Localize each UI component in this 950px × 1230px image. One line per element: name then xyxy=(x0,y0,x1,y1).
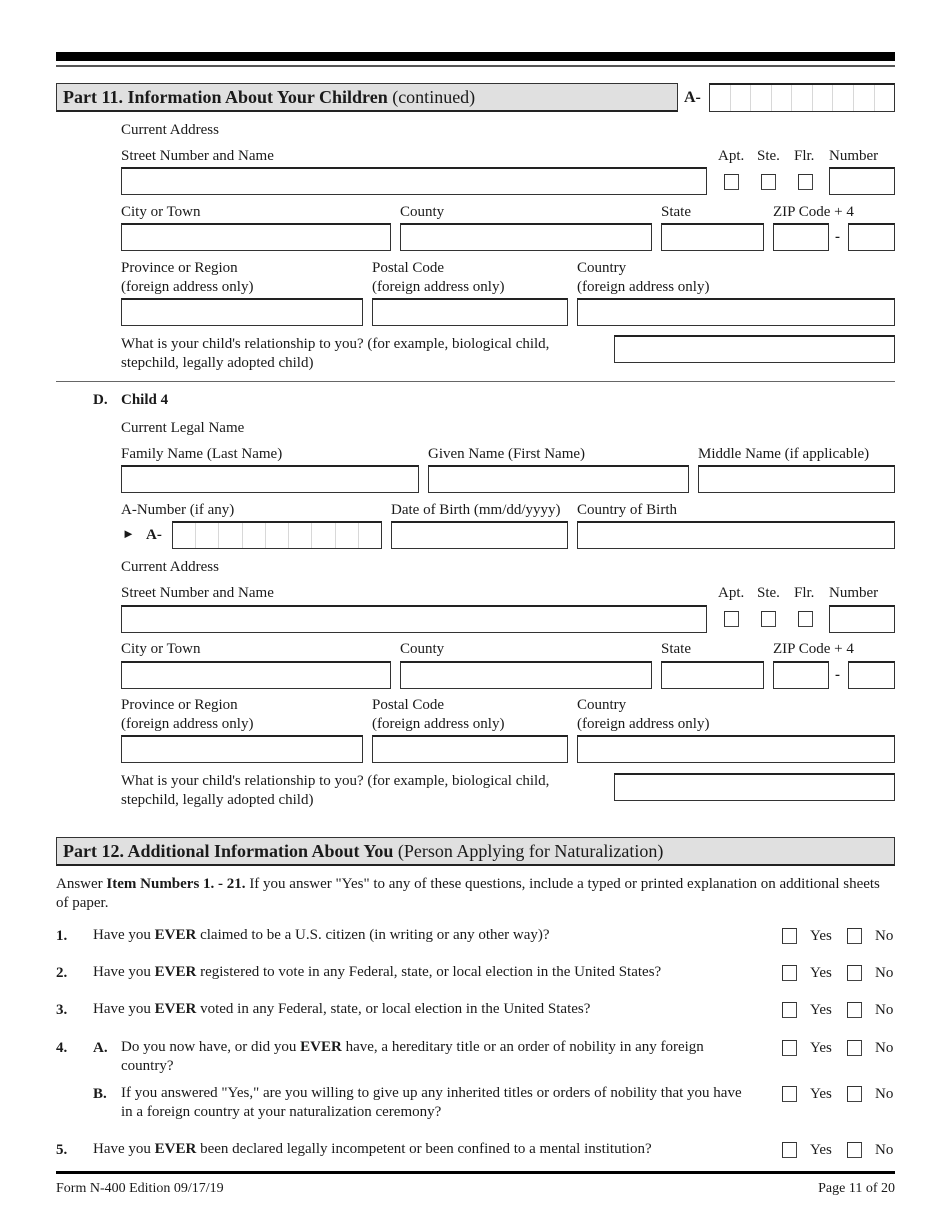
part12-instructions: Answer Item Numbers 1. - 21. If you answer "Yes" to any of these questions, include a typed or printed explanation on additional sheets of paper. xyxy=(56,876,880,911)
a-number-prefix: A- xyxy=(684,89,701,106)
child4-province-label: Province or Region xyxy=(121,697,238,713)
zip-dash: - xyxy=(835,229,840,245)
part12-title-suffix: (Person Applying for Naturalization) xyxy=(393,841,664,861)
child4-street-input[interactable] xyxy=(121,605,707,633)
street-input[interactable] xyxy=(121,167,707,195)
question-text: Have you EVER voted in any Federal, state, or local election in the United States? xyxy=(93,1001,591,1017)
flr-checkbox[interactable] xyxy=(798,174,813,190)
family-name-label: Family Name (Last Name) xyxy=(121,446,283,462)
question-text: If you answered "Yes," are you willing to give up any inherited titles or orders of nobility that you have in a foreign country at your naturalization ceremony? xyxy=(121,1085,742,1120)
q2-yes-checkbox[interactable] xyxy=(782,965,797,981)
relationship-label: What is your child's relationship to you? (for example, biological child, stepchild, legally adopted child) xyxy=(121,336,550,371)
state-input[interactable] xyxy=(661,223,764,251)
applicant-a-number-field[interactable] xyxy=(709,83,895,112)
country-label: Country xyxy=(577,260,627,276)
child4-relationship-label: What is your child's relationship to you? (for example, biological child, stepchild, legally adopted child) xyxy=(121,773,550,808)
child4-country-input[interactable] xyxy=(577,735,895,763)
footer-rule xyxy=(56,1171,895,1174)
child4-letter: D. xyxy=(93,392,108,408)
child4-unit-number-input[interactable] xyxy=(829,605,895,633)
city-label: City or Town xyxy=(121,204,201,220)
province-input[interactable] xyxy=(121,298,363,326)
apt-label: Apt. xyxy=(718,148,745,164)
middle-name-input[interactable] xyxy=(698,465,895,493)
child4-county-label: County xyxy=(400,641,445,657)
child4-postal-label: Postal Code xyxy=(372,697,445,713)
child4-state-label: State xyxy=(661,641,691,657)
top-thick-rule xyxy=(56,52,895,61)
child4-address-label: Current Address xyxy=(121,559,219,575)
part11-title: Part 11. Information About Your Children xyxy=(63,87,388,107)
child4-zip-dash: - xyxy=(835,667,840,683)
family-name-input[interactable] xyxy=(121,465,419,493)
province-label: Province or Region xyxy=(121,260,238,276)
given-name-label: Given Name (First Name) xyxy=(428,446,586,462)
question-number: 2. xyxy=(56,965,68,981)
q3-no-checkbox[interactable] xyxy=(847,1002,862,1018)
no-label: No xyxy=(875,965,894,981)
child4-state-input[interactable] xyxy=(661,661,764,689)
q3-yes-checkbox[interactable] xyxy=(782,1002,797,1018)
child4-province-input[interactable] xyxy=(121,735,363,763)
sub-question-letter: A. xyxy=(93,1040,108,1056)
q4a-yes-checkbox[interactable] xyxy=(782,1040,797,1056)
child4-city-label: City or Town xyxy=(121,641,201,657)
no-label: No xyxy=(875,1002,894,1018)
part12-title: Part 12. Additional Information About You xyxy=(63,841,394,861)
state-label: State xyxy=(661,204,691,220)
question-number: 4. xyxy=(56,1040,68,1056)
child4-city-input[interactable] xyxy=(121,661,391,689)
postal-code-input[interactable] xyxy=(372,298,568,326)
q5-yes-checkbox[interactable] xyxy=(782,1142,797,1158)
q5-no-checkbox[interactable] xyxy=(847,1142,862,1158)
legal-name-label: Current Legal Name xyxy=(121,420,245,436)
country-of-birth-input[interactable] xyxy=(577,521,895,549)
ste-label: Ste. xyxy=(757,148,780,164)
child4-number-label: Number xyxy=(829,585,879,601)
q4b-yes-checkbox[interactable] xyxy=(782,1086,797,1102)
q2-no-checkbox[interactable] xyxy=(847,965,862,981)
q1-no-checkbox[interactable] xyxy=(847,928,862,944)
apt-checkbox[interactable] xyxy=(724,174,739,190)
current-address-label: Current Address xyxy=(121,122,219,138)
no-label: No xyxy=(875,1086,894,1102)
question-text: Have you EVER been declared legally incompetent or been confined to a mental institution? xyxy=(93,1141,652,1157)
child-a-number-prefix: A- xyxy=(146,527,162,543)
county-label: County xyxy=(400,204,445,220)
page-number: Page 11 of 20 xyxy=(818,1181,895,1196)
child4-zip-input[interactable] xyxy=(773,661,829,689)
country-sublabel: (foreign address only) xyxy=(577,279,710,295)
child4-postal-sublabel: (foreign address only) xyxy=(372,716,505,732)
yes-label: Yes xyxy=(810,965,832,981)
child4-province-sublabel: (foreign address only) xyxy=(121,716,254,732)
no-label: No xyxy=(875,1142,894,1158)
country-of-birth-label: Country of Birth xyxy=(577,502,677,518)
part12-header xyxy=(56,837,895,866)
child4-apt-label: Apt. xyxy=(718,585,745,601)
question-text: Have you EVER claimed to be a U.S. citizen (in writing or any other way)? xyxy=(93,927,550,943)
question-text: Have you EVER registered to vote in any Federal, state, or local election in the United States? xyxy=(93,964,662,980)
ste-checkbox[interactable] xyxy=(761,174,776,190)
sub-question-letter: B. xyxy=(93,1086,107,1102)
no-label: No xyxy=(875,928,894,944)
street-label: Street Number and Name xyxy=(121,148,274,164)
no-label: No xyxy=(875,1040,894,1056)
flr-label: Flr. xyxy=(794,148,815,164)
child4-ste-checkbox[interactable] xyxy=(761,611,776,627)
arrow-right-icon: ► xyxy=(122,526,135,541)
number-label: Number xyxy=(829,148,879,164)
child4-ste-label: Ste. xyxy=(757,585,780,601)
yes-label: Yes xyxy=(810,1142,832,1158)
relationship-input[interactable] xyxy=(614,335,895,363)
question-text: Do you now have, or did you EVER have, a hereditary title or an order of nobility in any foreign country? xyxy=(121,1039,704,1074)
form-edition: Form N-400 Edition 09/17/19 xyxy=(56,1181,224,1196)
dob-input[interactable] xyxy=(391,521,568,549)
child4-county-input[interactable] xyxy=(400,661,652,689)
child4-flr-label: Flr. xyxy=(794,585,815,601)
q4b-no-checkbox[interactable] xyxy=(847,1086,862,1102)
child4-country-sublabel: (foreign address only) xyxy=(577,716,710,732)
zip-input[interactable] xyxy=(773,223,829,251)
yes-label: Yes xyxy=(810,1002,832,1018)
q1-yes-checkbox[interactable] xyxy=(782,928,797,944)
county-input[interactable] xyxy=(400,223,652,251)
part11-header xyxy=(56,83,678,112)
child4-postal-code-input[interactable] xyxy=(372,735,568,763)
section-divider xyxy=(56,381,895,382)
postal-label: Postal Code xyxy=(372,260,445,276)
country-input[interactable] xyxy=(577,298,895,326)
question-number: 1. xyxy=(56,928,68,944)
province-sublabel: (foreign address only) xyxy=(121,279,254,295)
question-number: 5. xyxy=(56,1142,68,1158)
child4-zip4-input[interactable] xyxy=(848,661,895,689)
child4-flr-checkbox[interactable] xyxy=(798,611,813,627)
yes-label: Yes xyxy=(810,1086,832,1102)
child-a-number-field[interactable] xyxy=(172,521,382,549)
question-number: 3. xyxy=(56,1002,68,1018)
zip4-input[interactable] xyxy=(848,223,895,251)
unit-number-input[interactable] xyxy=(829,167,895,195)
child4-relationship-input[interactable] xyxy=(614,773,895,801)
postal-sublabel: (foreign address only) xyxy=(372,279,505,295)
child-a-number-label: A-Number (if any) xyxy=(121,502,235,518)
city-input[interactable] xyxy=(121,223,391,251)
middle-name-label: Middle Name (if applicable) xyxy=(698,446,870,462)
child4-zip-label: ZIP Code + 4 xyxy=(773,641,854,657)
child4-country-label: Country xyxy=(577,697,627,713)
child4-apt-checkbox[interactable] xyxy=(724,611,739,627)
child4-street-label: Street Number and Name xyxy=(121,585,274,601)
part11-title-suffix: (continued) xyxy=(387,87,476,107)
q4a-no-checkbox[interactable] xyxy=(847,1040,862,1056)
yes-label: Yes xyxy=(810,1040,832,1056)
child4-title: Child 4 xyxy=(121,392,169,408)
yes-label: Yes xyxy=(810,928,832,944)
given-name-input[interactable] xyxy=(428,465,689,493)
zip-label: ZIP Code + 4 xyxy=(773,204,854,220)
top-thin-rule xyxy=(56,65,895,67)
dob-label: Date of Birth (mm/dd/yyyy) xyxy=(391,502,561,518)
